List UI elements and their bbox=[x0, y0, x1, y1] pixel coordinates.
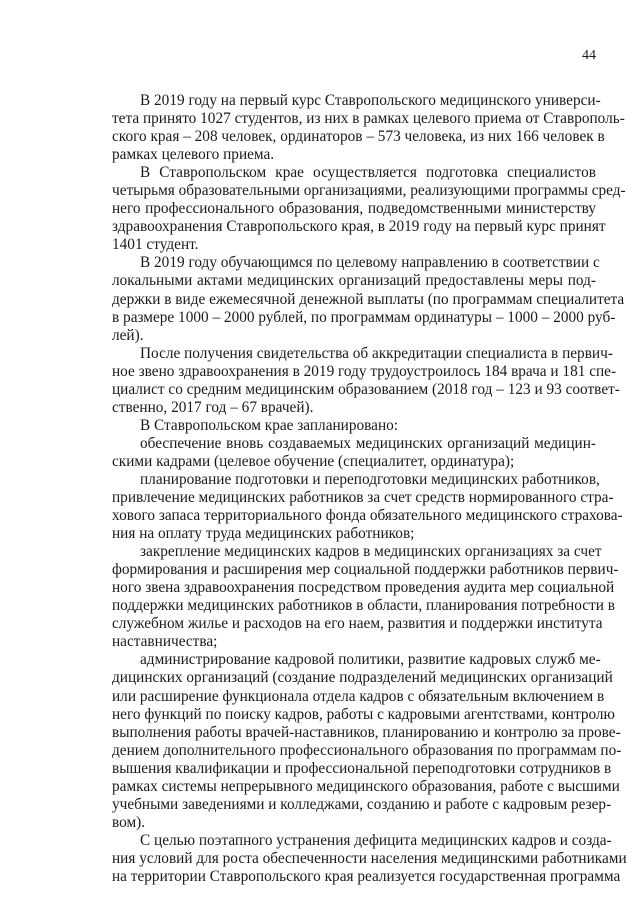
text-line: ского края – 208 человек, ординаторов – 573 человека, из них 166 человек в bbox=[112, 128, 605, 145]
text-line: С целью поэтапного устранения дефицита медицинских кадров и созда- bbox=[140, 832, 612, 849]
text-line: В Ставропольском крае запланировано: bbox=[140, 417, 399, 434]
text-line: В 2019 году обучающимся по целевому направлению в соответствии с bbox=[140, 254, 600, 271]
text-line: циалист со средним медицинским образованием (2018 год – 123 и 93 соответ- bbox=[112, 381, 620, 398]
text-line: учебными заведениями и колледжами, созданию и работе с кадровым резер- bbox=[112, 796, 612, 813]
text-line: поддержки медицинских работников в области, планирования потребности в bbox=[112, 597, 615, 614]
text-line: привлечение медицинских работников за счет средств нормированного стра- bbox=[112, 489, 614, 506]
text-line: ного звена здравоохранения посредством проведения аудита мер социальной bbox=[112, 579, 615, 596]
text-line: После получения свидетельства об аккредитации специалиста в первич- bbox=[140, 345, 613, 362]
text-line: держки в виде ежемесячной денежной выплаты (по программам специалитета bbox=[112, 291, 625, 308]
text-line: четырьмя образовательными организациями, реализующими программы сред- bbox=[112, 182, 626, 199]
text-line: здравоохранения Ставропольского края, в 2019 году на первый курс принят bbox=[112, 218, 606, 235]
text-line: обеспечение вновь создаваемых медицинских организаций медицин- bbox=[140, 435, 596, 452]
text-line: него профессионального образования, подведомственными министерству bbox=[112, 200, 596, 217]
text-line: на территории Ставропольского края реализуется государственная программа bbox=[112, 868, 621, 885]
text-line: наставничества; bbox=[112, 633, 218, 650]
text-line: в размере 1000 – 2000 рублей, по программам ординатуры – 1000 – 2000 руб- bbox=[112, 309, 616, 326]
text-line: дением дополнительного профессионального образования по программам по- bbox=[112, 742, 622, 759]
text-line: локальными актами медицинских организаций предоставлены меры под- bbox=[112, 272, 596, 289]
text-line: вышения квалификации и профессиональной переподготовки сотрудников в bbox=[112, 760, 612, 777]
text-line: ния условий для роста обеспеченности населения медицинскими работниками bbox=[112, 850, 627, 867]
text-line: рамках системы непрерывного медицинского образования, работе с высшими bbox=[112, 778, 620, 795]
text-line: рамках целевого приема. bbox=[112, 146, 275, 163]
text-line: ния на оплату труда медицинских работников; bbox=[112, 525, 415, 542]
page-number: 44 bbox=[582, 48, 596, 63]
text-line: скими кадрами (целевое обучение (специалитет, ординатура); bbox=[112, 453, 515, 470]
text-line: выполнения работы врачей-наставников, планированию и контролю за прове- bbox=[112, 724, 621, 741]
text-line: планирование подготовки и переподготовки медицинских работников, bbox=[140, 471, 600, 488]
text-line: или расширение функционала отдела кадров с обязательным включением в bbox=[112, 688, 605, 705]
text-line: тета принято 1027 студентов, из них в рамках целевого приема от Ставрополь- bbox=[112, 110, 625, 127]
text-line: ное звено здравоохранения в 2019 году трудоустроилось 184 врача и 181 спе- bbox=[112, 363, 617, 380]
text-line: администрирование кадровой политики, развитие кадровых служб ме- bbox=[140, 651, 601, 668]
text-line: вом). bbox=[112, 814, 146, 831]
text-line: хового запаса территориального фонда обязательного медицинского страхова- bbox=[112, 507, 623, 524]
text-line: него функций по поиску кадров, работы с кадровыми агентствами, контролю bbox=[112, 706, 615, 723]
text-line: ственно, 2017 год – 67 врачей). bbox=[112, 399, 314, 416]
text-line: В Ставропольском крае осуществляется подготовка специалистов bbox=[140, 164, 596, 181]
text-line: закрепление медицинских кадров в медицинских организациях за счет bbox=[140, 543, 602, 560]
text-line: формирования и расширения мер социальной поддержки работников первич- bbox=[112, 561, 619, 578]
text-line: служебном жилье и расходов на его наем, развития и поддержки института bbox=[112, 615, 603, 632]
text-line: 1401 студент. bbox=[112, 236, 199, 253]
text-line: В 2019 году на первый курс Ставропольского медицинского универси- bbox=[140, 92, 601, 109]
text-line: дицинских организаций (создание подразделений медицинских организаций bbox=[112, 669, 613, 686]
text-line: лей). bbox=[112, 327, 144, 344]
